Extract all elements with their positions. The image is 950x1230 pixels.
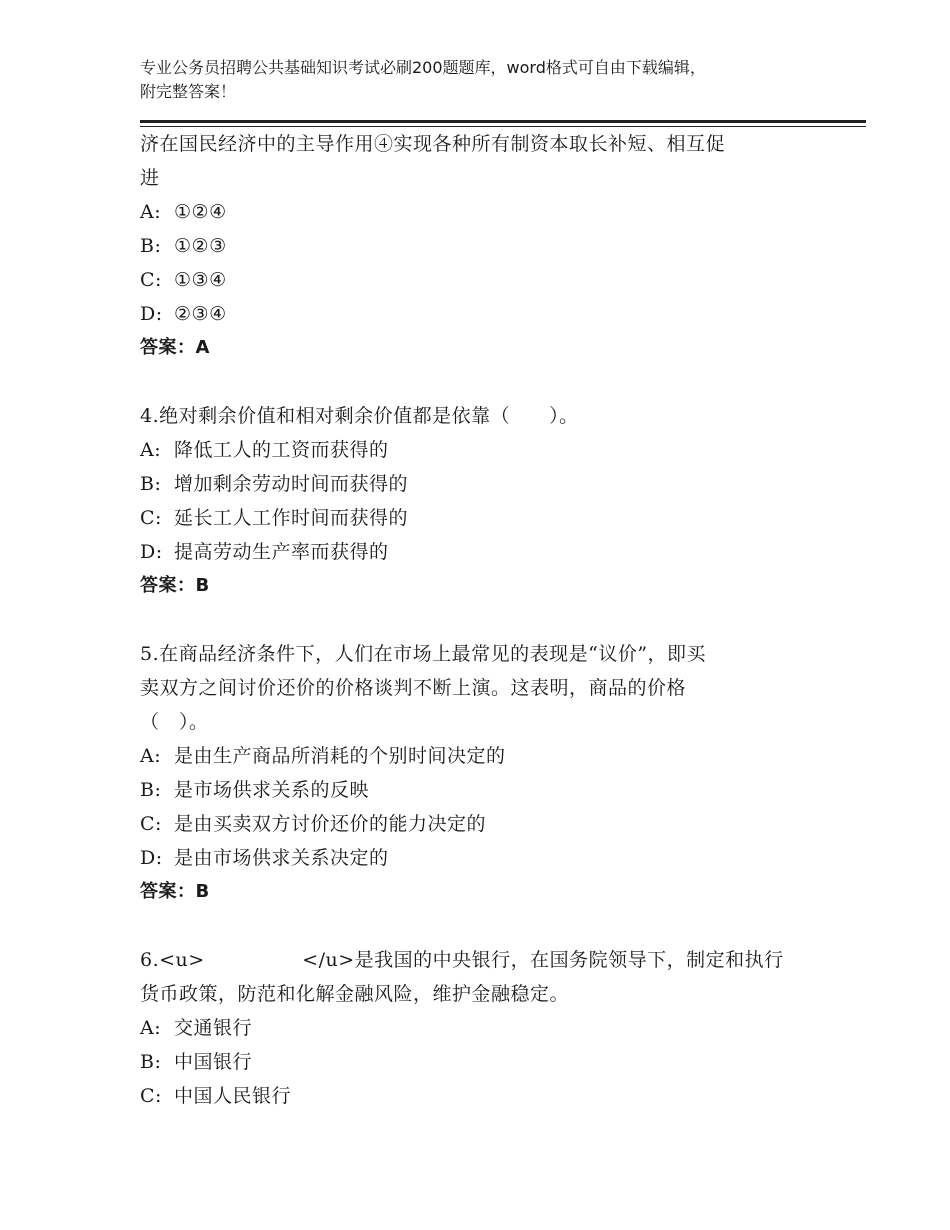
spacer xyxy=(140,603,805,637)
option-key: B: xyxy=(140,779,162,801)
option-key: A: xyxy=(140,201,162,223)
answer-label: 答案：B xyxy=(140,575,210,596)
option-text: ①③④ xyxy=(174,269,227,291)
header-rule-thick xyxy=(140,120,866,123)
option-d xyxy=(140,297,805,331)
option-key: C: xyxy=(140,507,162,529)
option-text: 是由市场供求关系决定的 xyxy=(174,847,389,869)
option-key: A: xyxy=(140,745,162,767)
option-text: ②③④ xyxy=(174,303,227,325)
question-text: 货币政策，防范和化解金融风险，维护金融稳定。 xyxy=(140,983,570,1005)
option-a xyxy=(140,739,805,773)
option-key: C: xyxy=(140,1085,162,1107)
option-key: B: xyxy=(140,235,162,257)
header-line-2: 附完整答案！ xyxy=(140,82,237,101)
option-key: D: xyxy=(140,847,163,869)
spacer xyxy=(140,365,805,399)
question-text: 济在国民经济中的主导作用④实现各种所有制资本取长补短、相互促 xyxy=(140,133,726,155)
option-a xyxy=(140,433,805,467)
spacer xyxy=(140,909,805,943)
option-text: 中国人民银行 xyxy=(174,1085,292,1107)
option-text: 中国银行 xyxy=(174,1051,253,1073)
option-text: ①②④ xyxy=(174,201,227,223)
option-text: 是由买卖双方讨价还价的能力决定的 xyxy=(174,813,487,835)
option-key: C: xyxy=(140,269,162,291)
header-line-1: 专业公务员招聘公共基础知识考试必刷200题题库，word格式可自由下载编辑， xyxy=(140,58,706,77)
option-key: A: xyxy=(140,1017,162,1039)
option-b xyxy=(140,1045,805,1079)
question-text: 进 xyxy=(140,167,160,189)
option-a xyxy=(140,1011,805,1045)
answer-label: 答案：A xyxy=(140,337,210,358)
option-key: B: xyxy=(140,1051,162,1073)
question-3 xyxy=(140,127,805,365)
option-b xyxy=(140,467,805,501)
option-b xyxy=(140,773,805,807)
option-d xyxy=(140,841,805,875)
option-key: B: xyxy=(140,473,162,495)
option-text: 是由生产商品所消耗的个别时间决定的 xyxy=(174,745,506,767)
option-text: 增加剩余劳动时间而获得的 xyxy=(174,473,409,495)
document-header xyxy=(140,56,840,104)
question-text: 5.在商品经济条件下，人们在市场上最常见的表现是“议价”，即买 xyxy=(140,643,707,665)
option-text: ①②③ xyxy=(174,235,227,257)
question-text: （ ）。 xyxy=(140,711,209,733)
option-c xyxy=(140,263,805,297)
option-text: 是市场供求关系的反映 xyxy=(174,779,370,801)
question-4 xyxy=(140,399,805,603)
option-b xyxy=(140,229,805,263)
option-key: D: xyxy=(140,303,163,325)
option-text: 延长工人工作时间而获得的 xyxy=(174,507,409,529)
question-5 xyxy=(140,637,805,909)
option-text: 降低工人的工资而获得的 xyxy=(174,439,389,461)
option-key: C: xyxy=(140,813,162,835)
option-c xyxy=(140,1079,805,1113)
option-d xyxy=(140,535,805,569)
question-text: 6.<u> </u>是我国的中央银行，在国务院领导下，制定和执行 xyxy=(140,949,784,971)
option-a xyxy=(140,195,805,229)
question-text: 卖双方之间讨价还价的价格谈判不断上演。这表明，商品的价格 xyxy=(140,677,687,699)
option-text: 提高劳动生产率而获得的 xyxy=(174,541,389,563)
question-text: 4.绝对剩余价值和相对剩余价值都是依靠（ ）。 xyxy=(140,405,579,427)
option-key: A: xyxy=(140,439,162,461)
question-6 xyxy=(140,943,805,1113)
option-c xyxy=(140,807,805,841)
option-c xyxy=(140,501,805,535)
answer-label: 答案：B xyxy=(140,881,210,902)
option-key: D: xyxy=(140,541,163,563)
option-text: 交通银行 xyxy=(174,1017,253,1039)
question-content xyxy=(140,127,805,1113)
